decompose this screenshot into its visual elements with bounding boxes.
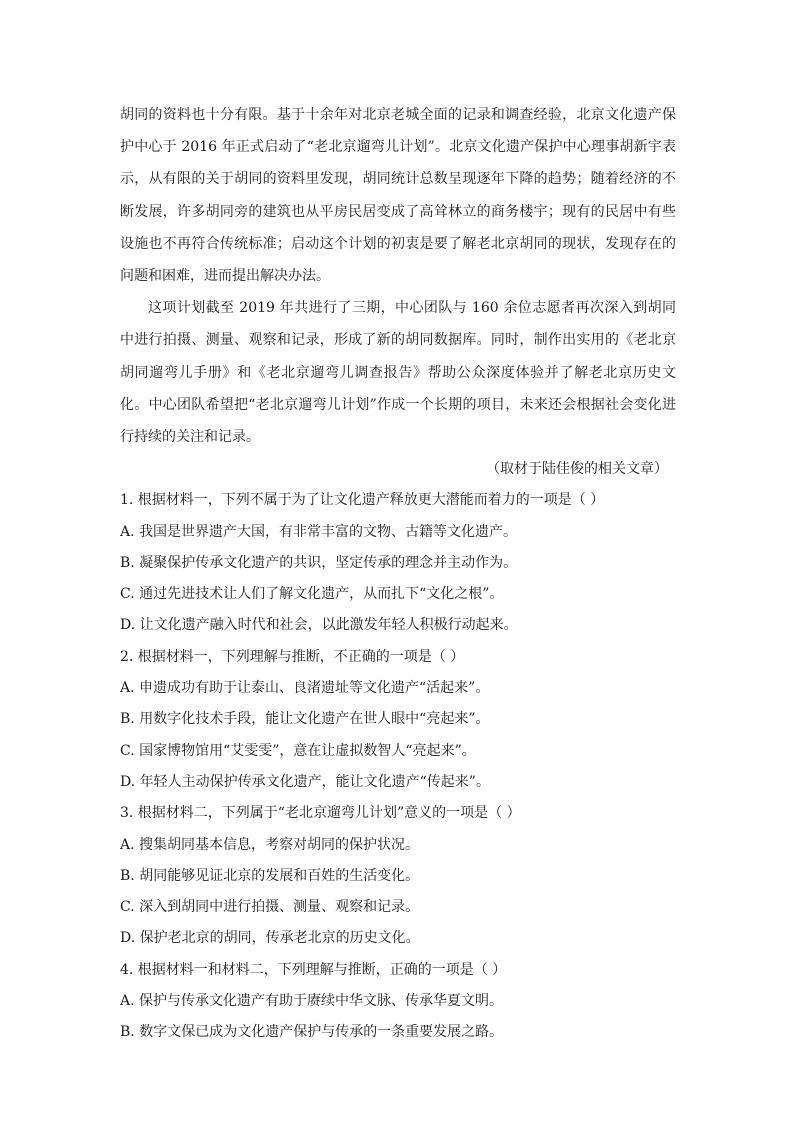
passage-source: （取材于陆佳俊的相关文章） [486,461,668,478]
question-stem: 2. 根据材料一，下列理解与推断，不正确的一项是（ ） [120,648,465,665]
option-c: C. 深入到胡同中进行拍摄、测量、观察和记录。 [120,899,420,916]
passage-paragraph-2: 这项计划截至 2019 年共进行了三期，中心团队与 160 余位志愿者再次深入到胡同中进行拍摄、测量、观察和记录，形成了新的胡同数据库。同时，制作出实用的《老北京胡同遛弯儿手册》和《老北京遛弯儿调查报告》帮助公众深度体验并了解老北京历史文化。中心团队希望把“老北京遛弯儿计划”作成一个长期的项目，未来还会根据社会变化进行持续的关注和记录。 [120,300,676,446]
option-b: B. 胡同能够见证北京的发展和百姓的生活变化。 [120,867,420,884]
passage-paragraph-1: 胡同的资料也十分有限。基于十余年对北京老城全面的记录和调查经验，北京文化遗产保护中心于 2016 年正式启动了“老北京遛弯儿计划”。北京文化遗产保护中心理事胡新宇表示，从有限的关于胡同的资料里发现，胡同统计总数呈现逐年下降的趋势；随着经济的不断发展，许多胡同旁的建筑也从平房民居变成了高耸林立的商务楼宇；现有的民居中有些设施也不再符合传统标准；启动这个计划的初衷是要了解老北京胡同的现状，发现存在的问题和困难，进而提出解决办法。 [120,107,676,285]
question-4 [120,955,676,1049]
option-d: D. 让文化遗产融入时代和社会，以此激发年轻人积极行动起来。 [120,617,518,634]
question-1 [120,485,676,641]
option-b: B. 数字文保已成为文化遗产保护与传承的一条重要发展之路。 [120,1024,504,1041]
option-c: C. 通过先进技术让人们了解文化遗产，从而扎下“文化之根”。 [120,586,504,603]
question-stem: 4. 根据材料一和材料二，下列理解与推断，正确的一项是（ ） [120,961,507,978]
option-d: D. 保护老北京的胡同，传承老北京的历史文化。 [120,930,420,947]
option-b: B. 用数字化技术手段，能让文化遗产在世人眼中“亮起来”。 [120,711,490,728]
option-c: C. 国家博物馆用“艾雯雯”，意在让虚拟数智人“亮起来”。 [120,742,476,759]
question-stem: 3. 根据材料二，下列属于“老北京遛弯儿计划”意义的一项是（ ） [120,805,521,822]
option-d: D. 年轻人主动保护传承文化遗产，能让文化遗产“传起来”。 [120,773,490,790]
question-2 [120,642,676,798]
question-3 [120,798,676,954]
option-a: A. 申遗成功有助于让泰山、良渚遗址等文化遗产“活起来”。 [120,680,490,697]
option-b: B. 凝聚保护传承文化遗产的共识，坚定传承的理念并主动作为。 [120,554,518,571]
option-a: A. 我国是世界遗产大国，有非常丰富的文物、古籍等文化遗产。 [120,523,518,540]
option-a: A. 保护与传承文化遗产有助于赓续中华文脉、传承华夏文明。 [120,992,504,1009]
question-stem: 1. 根据材料一，下列不属于为了让文化遗产释放更大潜能而着力的一项是（ ） [120,492,605,509]
document-content [120,99,676,1049]
question-list [120,485,676,1048]
option-a: A. 搜集胡同基本信息，考察对胡同的保护状况。 [120,836,420,853]
